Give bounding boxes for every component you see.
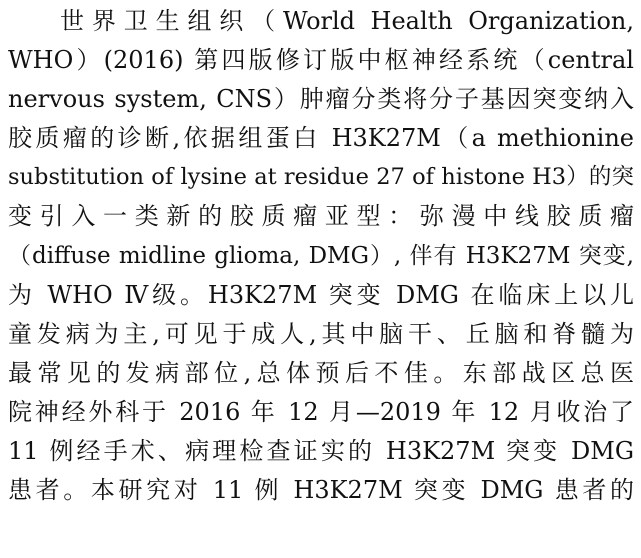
text-line: WHO）(2016) 第四版修订版中枢神经系统（central xyxy=(8,46,634,75)
text-line: 患者。本研究对 11 例 H3K27M 突变 DMG 患者的 xyxy=(8,476,634,505)
body-paragraph xyxy=(8,2,634,510)
text-line: 变引入一类新的胶质瘤亚型：弥漫中线胶质瘤 xyxy=(8,202,634,231)
text-line: 为 WHO Ⅳ级。H3K27M 突变 DMG 在临床上以儿 xyxy=(8,280,634,309)
text-line: 院神经外科于 2016 年 12 月—2019 年 12 月收治了 xyxy=(8,397,634,426)
text-line: nervous system, CNS）肿瘤分类将分子基因突变纳入 xyxy=(8,85,634,114)
text-line: 世界卫生组织（World Health Organization, xyxy=(60,7,634,35)
text-line: substitution of lysine at residue 27 of histone H3）的突 xyxy=(8,164,634,191)
text-line: 胶质瘤的诊断,依据组蛋白 H3K27M（a methionine xyxy=(8,124,634,153)
text-line: 童发病为主,可见于成人,其中脑干、丘脑和脊髓为 xyxy=(8,319,634,348)
text-line: 最常见的发病部位,总体预后不佳。东部战区总医 xyxy=(8,358,634,387)
text-line: （diffuse midline glioma, DMG）, 伴有 H3K27M 突变, xyxy=(8,242,634,269)
text-line: 11 例经手术、病理检查证实的 H3K27M 突变 DMG xyxy=(8,437,634,466)
